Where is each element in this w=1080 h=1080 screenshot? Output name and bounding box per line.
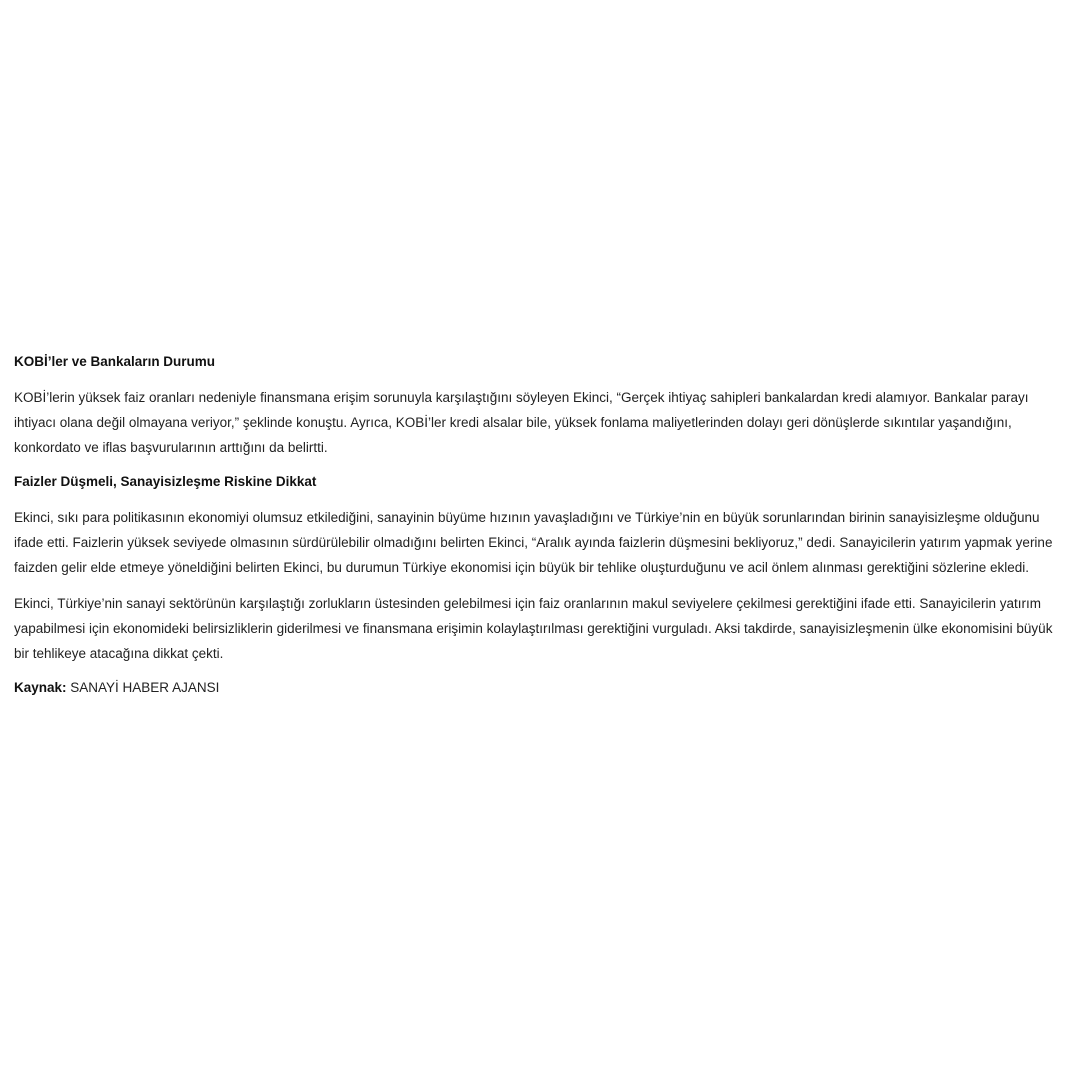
source-label: Kaynak: (14, 680, 67, 695)
paragraph-faizler-2: Ekinci, Türkiye’nin sanayi sektörünün karşılaştığı zorlukların üstesinden gelebilmesi için faiz oranlarının makul seviyelere çekilmesi gerektiğini ifade etti. Sanayicilerin yatırım yapabilmesi için ekonomideki belirsizliklerin giderilmesi ve finansmana erişimin kolaylaştırılması gerektiğini vurguladı. Aksi takdirde, sanayisizleşmenin ülke ekonomisini büyük bir tehlikeye atacağına dikkat çekti. (14, 596, 1053, 661)
source-value: SANAYİ HABER AJANSI (66, 680, 220, 695)
section-heading-kobi: KOBİ’ler ve Bankaların Durumu (14, 354, 216, 369)
paragraph-kobi: KOBİ’lerin yüksek faiz oranları nedeniyle finansmana erişim sorunuyla karşılaştığını söyleyen Ekinci, “Gerçek ihtiyaç sahipleri bankalardan kredi alamıyor. Bankalar parayı ihtiyacı olana değil olmayana veriyor,” şeklinde konuştu. Ayrıca, KOBİ’ler kredi alsalar bile, yüksek fonlama maliyetlerinden dolayı geri dönüşlerde sıkıntılar yaşandığını, konkordato ve iflas başvurularının arttığını da belirtti. (14, 390, 1029, 455)
section-heading-faizler: Faizler Düşmeli, Sanayisizleşme Riskine Dikkat (14, 474, 317, 489)
paragraph-faizler-1: Ekinci, sıkı para politikasının ekonomiyi olumsuz etkilediğini, sanayinin büyüme hızının yavaşladığını ve Türkiye’nin en büyük sorunlarından birinin sanayisizleşme olduğunu ifade etti. Faizlerin yüksek seviyede olmasının sürdürülebilir olmadığını belirten Ekinci, “Aralık ayında faizlerin düşmesini bekliyoruz,” dedi. Sanayicilerin yatırım yapmak yerine faizden gelir elde etmeye yöneldiğini belirten Ekinci, bu durumun Türkiye ekonomisi için büyük bir tehlike oluşturduğunu ve acil önlem alınması gerektiğini sözlerine ekledi. (14, 510, 1053, 575)
article-body (14, 351, 1070, 699)
source-line (14, 677, 1070, 699)
